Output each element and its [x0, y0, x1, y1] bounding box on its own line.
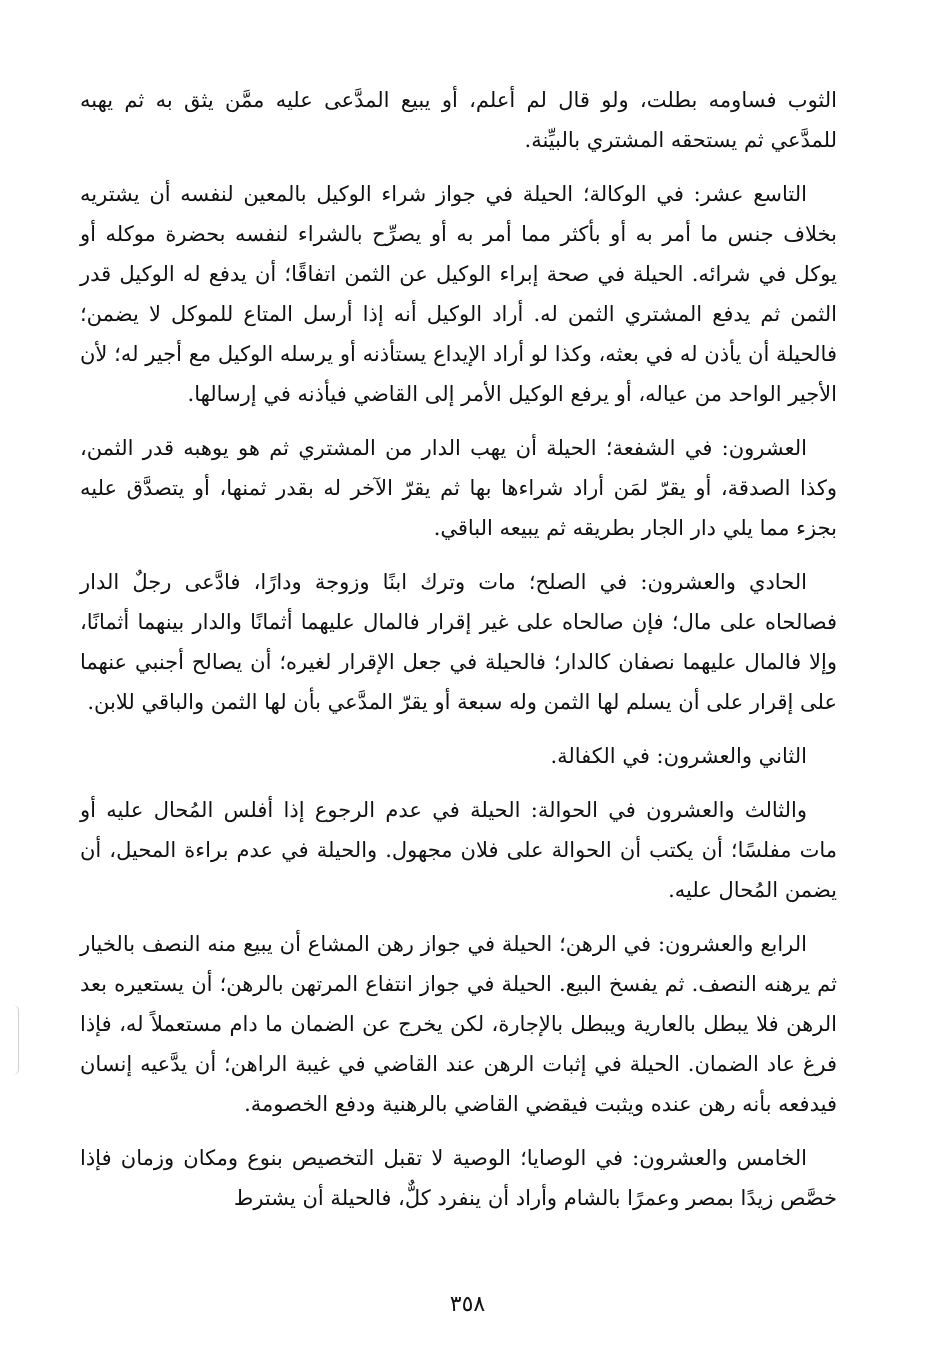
paragraph-2: التاسع عشر: في الوكالة؛ الحيلة في جواز شراء الوكيل بالمعين لنفسه أن يشتريه بخلاف جنس ما أمر به أو بأكثر مما أمر به أو يصرِّح بالشراء لنفسه بحضرة موكله أو يوكل في شرائه. الحيلة في صحة إبراء الوكيل عن الثمن اتفاقًا؛ أن يدفع له الوكيل قدر الثمن ثم يدفع المشتري الثمن له. أراد الوكيل أنه إذا أرسل المتاع للموكل لا يضمن؛ فالحيلة أن يأذن له في بعثه، وكذا لو أراد الإيداع يستأذنه أو يرسله الوكيل مع أجير له؛ لأن الأجير الواحد من عياله، أو يرفع الوكيل الأمر إلى القاضي فيأذنه في إرسالها. [80, 182, 837, 406]
paragraph-1: الثوب فساومه بطلت، ولو قال لم أعلم، أو يبيع المدَّعى عليه ممَّن يثق به ثم يهبه للمدَّعي ثم يستحقه المشتري بالبيِّنة. [80, 88, 837, 152]
paragraph-8: الخامس والعشرون: في الوصايا؛ الوصية لا تقبل التخصيص بنوع ومكان وزمان فإذا خصَّص زيدًا بمصر وعمرًا بالشام وأراد أن ينفرد كلٌّ، فالحيلة أن يشترط [80, 1146, 837, 1210]
paragraph-3: العشرون: في الشفعة؛ الحيلة أن يهب الدار من المشتري ثم هو يوهبه قدر الثمن، وكذا الصدقة، أو يقرّ لمَن أراد شراءها بها ثم يقرّ الآخر له بقدر ثمنها، أو يتصدَّق عليه بجزء مما يلي دار الجار بطريقه ثم يبيعه الباقي. [80, 436, 837, 540]
page-number: ٣٥٨ [449, 1292, 486, 1317]
margin-scan-mark [8, 1005, 19, 1075]
paragraph-7: الرابع والعشرون: في الرهن؛ الحيلة في جواز رهن المشاع أن يبيع منه النصف بالخيار ثم يرهنه النصف. ثم يفسخ البيع. الحيلة في جواز انتفاع المرتهن بالرهن؛ أن يستعيره بعد الرهن فلا يبطل بالعارية ويبطل بالإجارة، لكن يخرج عن الضمان ما دام مستعملاً له، فإذا فرغ عاد الضمان. الحيلة في إثبات الرهن عند القاضي في غيبة الراهن؛ أن يدَّعيه إنسان فيدفعه بأنه رهن عنده ويثبت فيقضي القاضي بالرهنية ودفع الخصومة. [80, 932, 837, 1116]
page-body [80, 80, 837, 1330]
paragraph-4: الحادي والعشرون: في الصلح؛ مات وترك ابنًا وزوجة ودارًا، فادَّعى رجلٌ الدار فصالحاه على مال؛ فإن صالحاه على غير إقرار فالمال عليهما أثمانًا والدار بينهما أثمانًا، وإلا فالمال عليهما نصفان كالدار؛ فالحيلة في جعل الإقرار لغيره؛ أن يصالح أجنبي عنهما على إقرار على أن يسلم لها الثمن وله سبعة أو يقرّ المدَّعي بأن لها الثمن والباقي للابن. [80, 570, 837, 714]
paragraph-6: والثالث والعشرون في الحوالة: الحيلة في عدم الرجوع إذا أفلس المُحال عليه أو مات مفلسًا؛ أن يكتب أن الحوالة على فلان مجهول. والحيلة في عدم براءة المحيل، أن يضمن المُحال عليه. [80, 798, 837, 902]
paragraph-5: الثاني والعشرون: في الكفالة. [550, 744, 807, 768]
